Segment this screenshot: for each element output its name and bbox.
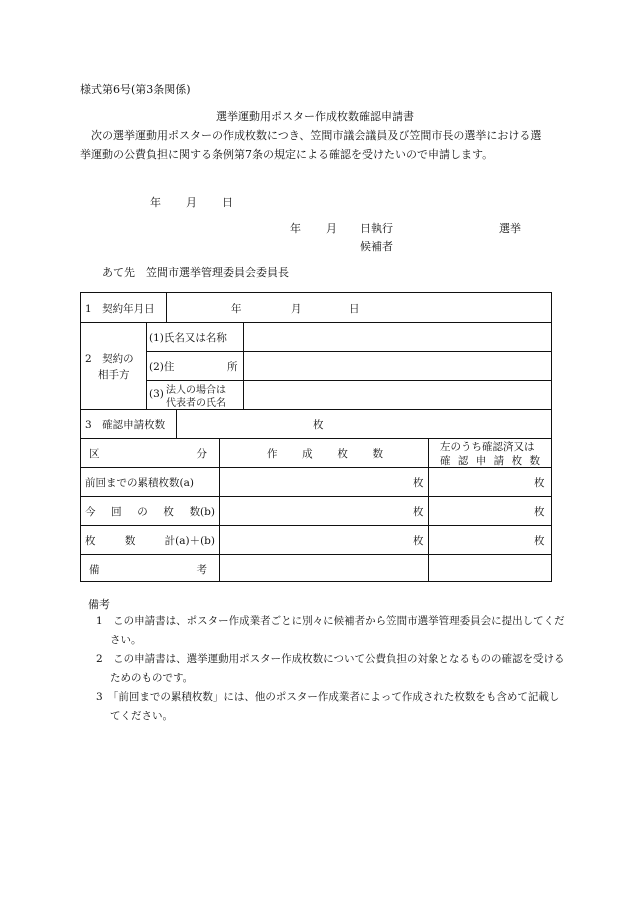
party-corp-number: (3)	[149, 388, 164, 400]
row-previous-unit1: 枚	[413, 477, 424, 489]
note-item-1: 1 この申請書は、ポスター作成業者ごとに別々に候補者から笠間市選挙管理委員会に提出してください。	[96, 615, 565, 646]
party-name-label: (1)氏名又は名称	[149, 332, 227, 344]
row-total-label: 枚 数 計(a)＋(b)	[85, 535, 215, 547]
election-name: 選挙	[499, 222, 521, 235]
party-corp-line1: 法人の場合は	[166, 385, 226, 396]
contract-day: 日	[349, 303, 360, 315]
row-previous-unit2: 枚	[534, 477, 545, 489]
row-current-label: 今 回 の 枚 数(b)	[85, 506, 215, 518]
intro-paragraph: 次の選挙運動用ポスターの作成枚数につき、笠間市議会議員及び笠間市長の選挙における選挙運動の公費負担に関する条例第7条の規定による確認を受けたいので申請します。	[80, 129, 542, 161]
row-previous-label: 前回までの累積枚数(a)	[85, 477, 194, 489]
contract-party-label-2: 相手方	[98, 369, 130, 381]
candidate-label: 候補者	[360, 240, 393, 253]
election-held: 日執行	[360, 222, 393, 235]
header-confirmed-line1: 左のうち確認済又は	[440, 441, 535, 453]
date-day: 日	[222, 196, 233, 209]
requested-count-label: 3 確認申請枚数	[85, 419, 166, 431]
party-address-prefix: (2)住	[149, 361, 175, 373]
row-total-unit2: 枚	[534, 535, 545, 547]
contract-year: 年	[231, 303, 242, 315]
party-address-suffix: 所	[227, 361, 238, 373]
election-year: 年	[290, 222, 301, 235]
contract-party-label-1: 2 契約の	[85, 353, 134, 365]
contract-date-label: 1 契約年月日	[85, 303, 155, 315]
addressee: あて先 笠間市選挙管理委員会委員長	[102, 266, 289, 279]
contract-month: 月	[291, 303, 302, 315]
date-year: 年	[150, 196, 161, 209]
election-month: 月	[326, 222, 337, 235]
note-item-3: 3 「前回までの累積枚数」には、他のポスター作成業者によって作成された枚数をも含めて記載してください。	[96, 691, 560, 722]
row-current-unit1: 枚	[413, 506, 424, 518]
party-corp-line2: 代表者の氏名	[166, 398, 226, 409]
header-category: 区 分	[89, 448, 207, 460]
application-table	[80, 292, 552, 582]
date-month: 月	[186, 196, 197, 209]
form-title: 選挙運動用ポスター作成枚数確認申請書	[216, 110, 414, 123]
note-item-2: 2 この申請書は、選挙運動用ポスター作成枚数について公費負担の対象となるものの確認を受けるためのものです。	[96, 653, 565, 684]
row-remarks-label: 備 考	[89, 564, 207, 576]
row-current-unit2: 枚	[534, 506, 545, 518]
header-confirmed-line2: 確 認 申 請 枚 数	[440, 455, 540, 467]
form-number: 様式第6号(第3条関係)	[80, 83, 191, 96]
header-created-count: 作 成 枚 数	[267, 448, 383, 460]
requested-count-unit: 枚	[313, 419, 324, 431]
row-total-unit1: 枚	[413, 535, 424, 547]
notes-title: 備考	[88, 598, 110, 611]
